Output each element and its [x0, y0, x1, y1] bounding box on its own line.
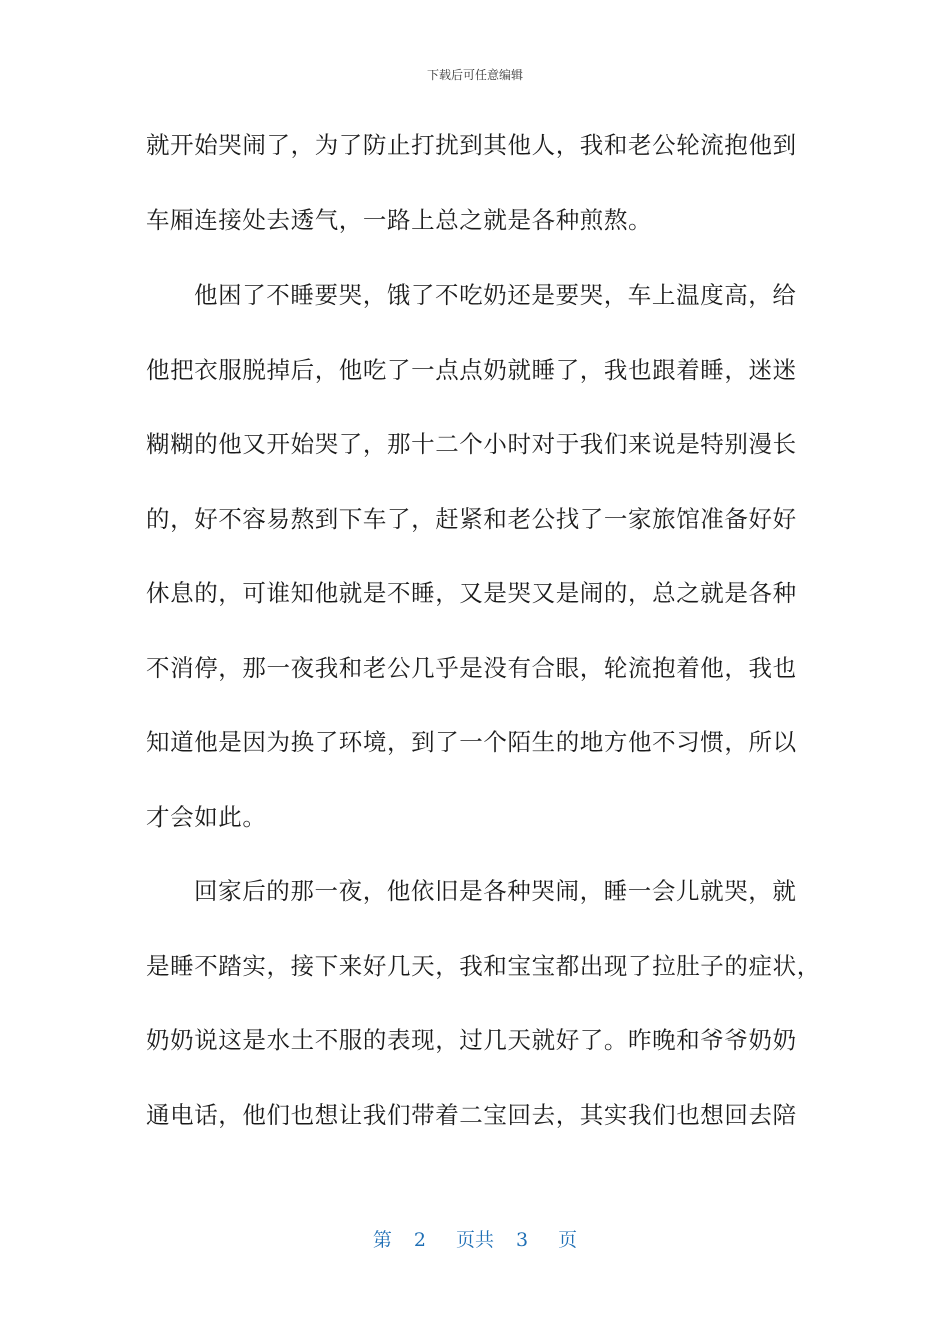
text-line: 回家后的那一夜，他依旧是各种哭闹，睡一会儿就哭，就: [194, 877, 797, 905]
page-footer: [0, 1225, 950, 1252]
text-line: 不消停，那一夜我和老公几乎是没有合眼，轮流抱着他，我也: [146, 654, 797, 682]
footer-total-pages: 3: [516, 1229, 529, 1251]
text-line: 知道他是因为换了环境，到了一个陌生的地方他不习惯，所以: [146, 728, 797, 756]
text-line: 才会如此。: [146, 803, 267, 831]
text-line: 休息的，可谁知他就是不睡，又是哭又是闹的，总之就是各种: [146, 579, 797, 607]
text-line: 通电话，他们也想让我们带着二宝回去，其实我们也想回去陪: [146, 1101, 797, 1129]
text-line: 就开始哭闹了，为了防止打扰到其他人，我和老公轮流抱他到: [146, 131, 797, 159]
text-line: 奶奶说这是水土不服的表现，过几天就好了。昨晚和爷爷奶奶: [146, 1026, 797, 1054]
text-line: 的，好不容易熬到下车了，赶紧和老公找了一家旅馆准备好好: [146, 505, 797, 533]
page-header: 下载后可任意编辑: [426, 68, 523, 82]
footer-page-number: 2: [413, 1229, 426, 1251]
text-line: 糊糊的他又开始哭了，那十二个小时对于我们来说是特别漫长: [146, 430, 797, 458]
text-line: 他困了不睡要哭，饿了不吃奶还是要哭，车上温度高，给: [194, 281, 797, 309]
text-line: 车厢连接处去透气，一路上总之就是各种煎熬。: [146, 206, 653, 234]
text-line: 是睡不踏实，接下来好几天，我和宝宝都出现了拉肚子的症状，: [146, 952, 821, 980]
footer-middle: 页共: [455, 1229, 494, 1251]
footer-suffix: 页: [558, 1229, 578, 1251]
text-line: 他把衣服脱掉后，他吃了一点点奶就睡了，我也跟着睡，迷迷: [146, 356, 797, 384]
footer-prefix: 第: [372, 1229, 392, 1251]
